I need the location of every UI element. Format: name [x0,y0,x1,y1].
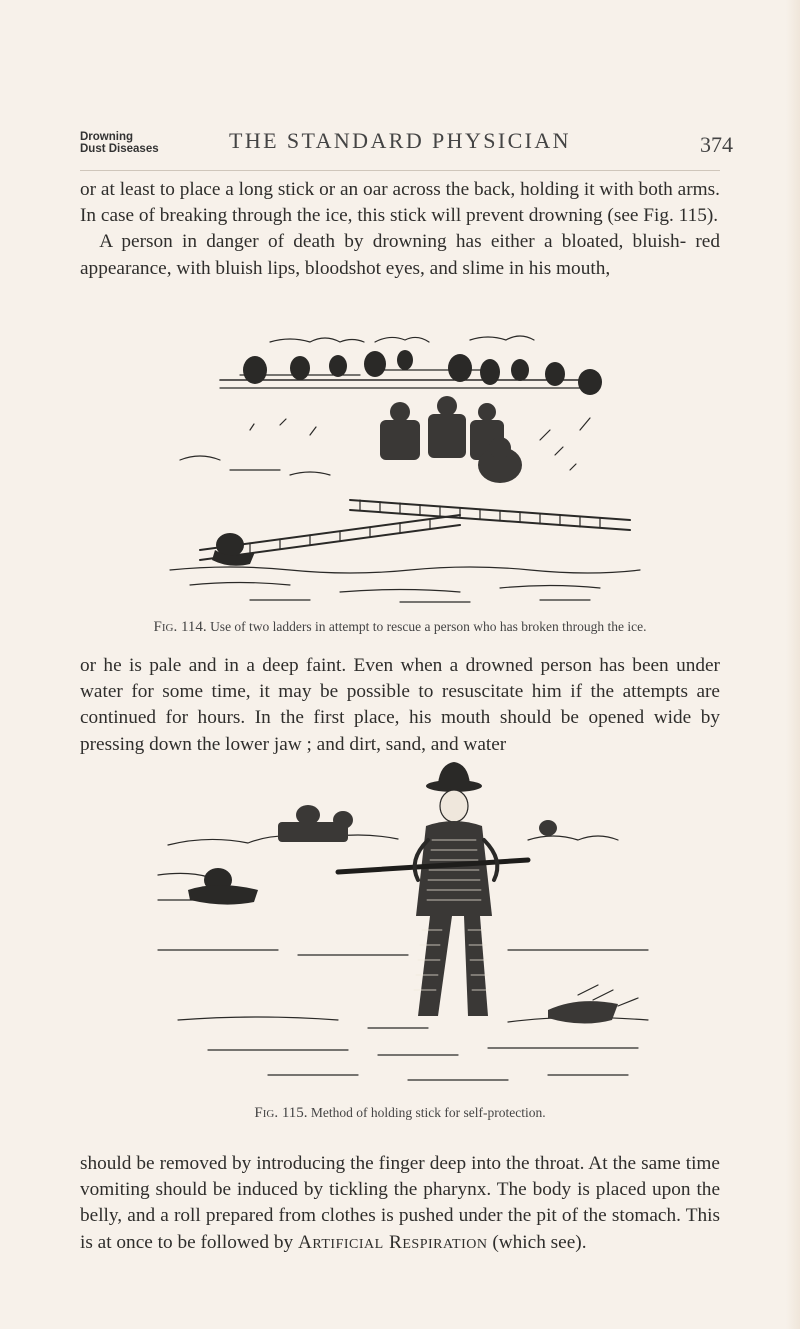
page-edge-shadow [786,0,800,1329]
paragraph-1 [80,177,720,282]
text-line: (which see). [487,1231,587,1253]
text-line: or he is pale and in a deep faint. Even when a drowned person has been [80,655,669,676]
text-line: both arms. In case of breaking through the ice, this stick will prevent [80,179,720,227]
figure-115-illustration [148,760,672,1100]
text-line: or at least to place a long stick or an oar across the back, holding it with [80,179,634,200]
text-line: opened wide by pressing down the lower jaw ; and dirt, sand, and water [80,707,720,755]
caption-text: Method of holding stick for self-protection. [310,1105,546,1120]
page-number: 374 [700,132,733,157]
text-line: A person in danger of death by drowning has either a bloated, bluish- [80,231,687,253]
figure-114-caption [0,619,800,636]
figure-label: Fig. 115. [254,1105,308,1121]
side-heading-line1: Drowning [80,131,134,143]
text-line: is placed upon the belly, and a roll prepared from clothes is pushed under [80,1179,720,1227]
figure-114-illustration [160,330,650,610]
text-line: under water for some time, it may be possible to resuscitate him if the [80,655,720,703]
paragraph-2 [80,653,720,758]
figure-label: Fig. 114. [153,619,207,635]
cross-reference: Artificial Respiration [297,1231,488,1253]
running-title: THE STANDARD PHYSICIAN [229,128,571,153]
side-heading-line2: Dust Diseases [80,143,159,155]
text-line: drowning (see Fig. 115). [528,205,719,227]
header-rule [80,170,720,171]
caption-text: Use of two ladders in attempt to rescue a person who has broken through the ice. [210,619,647,634]
text-line: the pit of the stomach. This is at once to be followed by [80,1205,720,1253]
text-line: same time vomiting should be induced by tickling the pharynx. The body [80,1153,720,1201]
text-line: attempts are continued for hours. In the first place, his mouth should be [80,681,720,729]
paragraph-3 [80,1151,720,1256]
text-line: red appearance, with bluish lips, bloodshot eyes, and slime in his mouth, [80,231,720,279]
figure-115-caption [0,1105,800,1122]
text-line: should be removed by introducing the finger deep into the throat. At the [80,1153,637,1174]
